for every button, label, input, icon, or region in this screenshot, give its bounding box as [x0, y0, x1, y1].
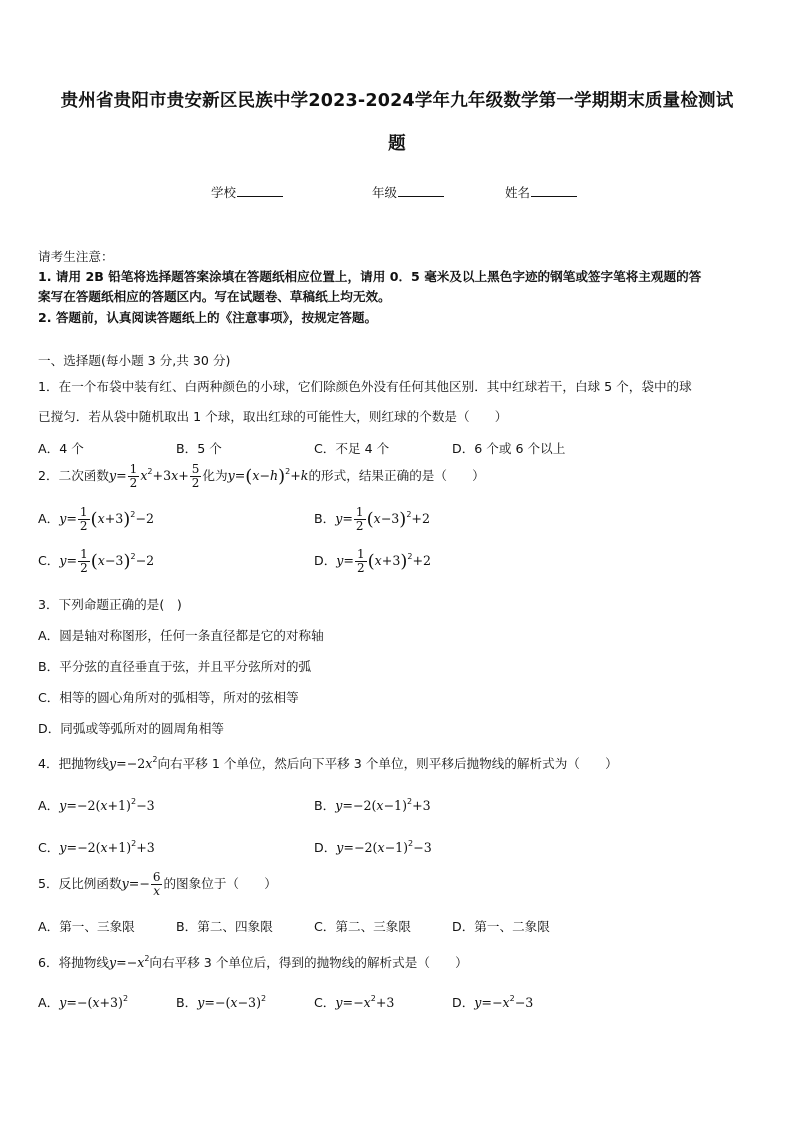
exam-title: 贵州省贵阳市贵安新区民族中学2023-2024学年九年级数学第一学期期末质量检测试: [60, 91, 734, 111]
q3-option-b: B．平分弦的直径垂直于弦，并且平分弦所对的弧: [38, 659, 312, 674]
question-2-stem: 2．二次函数y= $\frac{1}{2}$ $x^2+3x+$ $\frac{5}{2}$ 化为$y=(x-h)^2+k$的形式，结果正确的是（ ）: [38, 462, 485, 490]
question-1-stem-cont: 已搅匀．若从袋中随机取出 1 个球，取出红球的可能性大，则红球的个数是（ ）: [38, 409, 508, 424]
q3-option-a: A．圆是轴对称图形，任何一条直径都是它的对称轴: [38, 628, 324, 643]
q2-option-b: B．y= $\frac{1}{2}$ $(x-3)^2+2$: [314, 505, 430, 533]
notice-heading: 请考生注意：: [38, 249, 114, 264]
notice-item-1: 1. 请用 2B 铅笔将选择题答案涂填在答题纸相应位置上，请用 0．5 毫米及以上黑色字迹的钢笔或签字笔将主观题的答: [38, 269, 702, 284]
grade-field: 年级: [372, 183, 444, 201]
name-field: 姓名: [505, 183, 577, 201]
question-4-stem: 4．把抛物线$y=-2x^2$向右平移 1 个单位，然后向下平移 3 个单位，则平移后抛物线的解析式为（ ）: [38, 755, 618, 771]
question-6-stem: 6．将抛物线$y=-x^2$向右平移 3 个单位后，得到的抛物线的解析式是（ ）: [38, 954, 468, 970]
q5-option-d: D．第一、二象限: [452, 919, 550, 934]
q4-option-c: C．$y=-2(x+1)^2+3$: [38, 839, 155, 855]
q5-option-b: B．第二、四象限: [176, 919, 273, 934]
q1-option-d: D．6 个或 6 个以上: [452, 441, 566, 456]
question-1-stem: 1．在一个布袋中装有红、白两种颜色的小球，它们除颜色外没有任何其他区别．其中红球若干，白球 5 个，袋中的球: [38, 379, 692, 394]
q4-option-a: A．$y=-2(x+1)^2-3$: [38, 797, 155, 813]
question-3-stem: 3．下列命题正确的是( ): [38, 597, 182, 612]
exam-title-cont: 题: [388, 134, 406, 154]
q4-option-d: D．$y=-2(x-1)^2-3$: [314, 839, 432, 855]
q6-option-c: C．$y=-x^2+3$: [314, 994, 395, 1010]
question-5-stem: 5．反比例函数y=− $\frac{6}{x}$ 的图象位于（ ）: [38, 870, 277, 898]
q1-option-b: B．5 个: [176, 441, 222, 456]
q4-option-b: B．$y=-2(x-1)^2+3$: [314, 797, 431, 813]
section-heading: 一、选择题(每小题 3 分,共 30 分): [38, 353, 231, 368]
q5-option-c: C．第二、三象限: [314, 919, 411, 934]
q6-option-a: A．$y=-(x+3)^2$: [38, 994, 129, 1010]
notice-item-2: 2. 答题前，认真阅读答题纸上的《注意事项》，按规定答题。: [38, 310, 378, 325]
q6-option-b: B．$y=-(x-3)^2$: [176, 994, 267, 1010]
school-field: 学校: [211, 183, 283, 201]
q2-option-a: A．y= $\frac{1}{2}$ $(x+3)^2-2$: [38, 505, 154, 533]
q3-option-c: C．相等的圆心角所对的弧相等，所对的弦相等: [38, 690, 299, 705]
q2-option-d: D．y= $\frac{1}{2}$ $(x+3)^2+2$: [314, 547, 432, 575]
notice-item-1-cont: 案写在答题纸相应的答题区内。写在试题卷、草稿纸上均无效。: [38, 289, 391, 304]
q3-option-d: D．同弧或等弧所对的圆周角相等: [38, 721, 225, 736]
q1-option-c: C．不足 4 个: [314, 441, 390, 456]
q2-option-c: C．y= $\frac{1}{2}$ $(x-3)^2-2$: [38, 547, 155, 575]
q1-option-a: A．4 个: [38, 441, 84, 456]
q6-option-d: D．$y=-x^2-3$: [452, 994, 534, 1010]
q5-option-a: A．第一、三象限: [38, 919, 135, 934]
